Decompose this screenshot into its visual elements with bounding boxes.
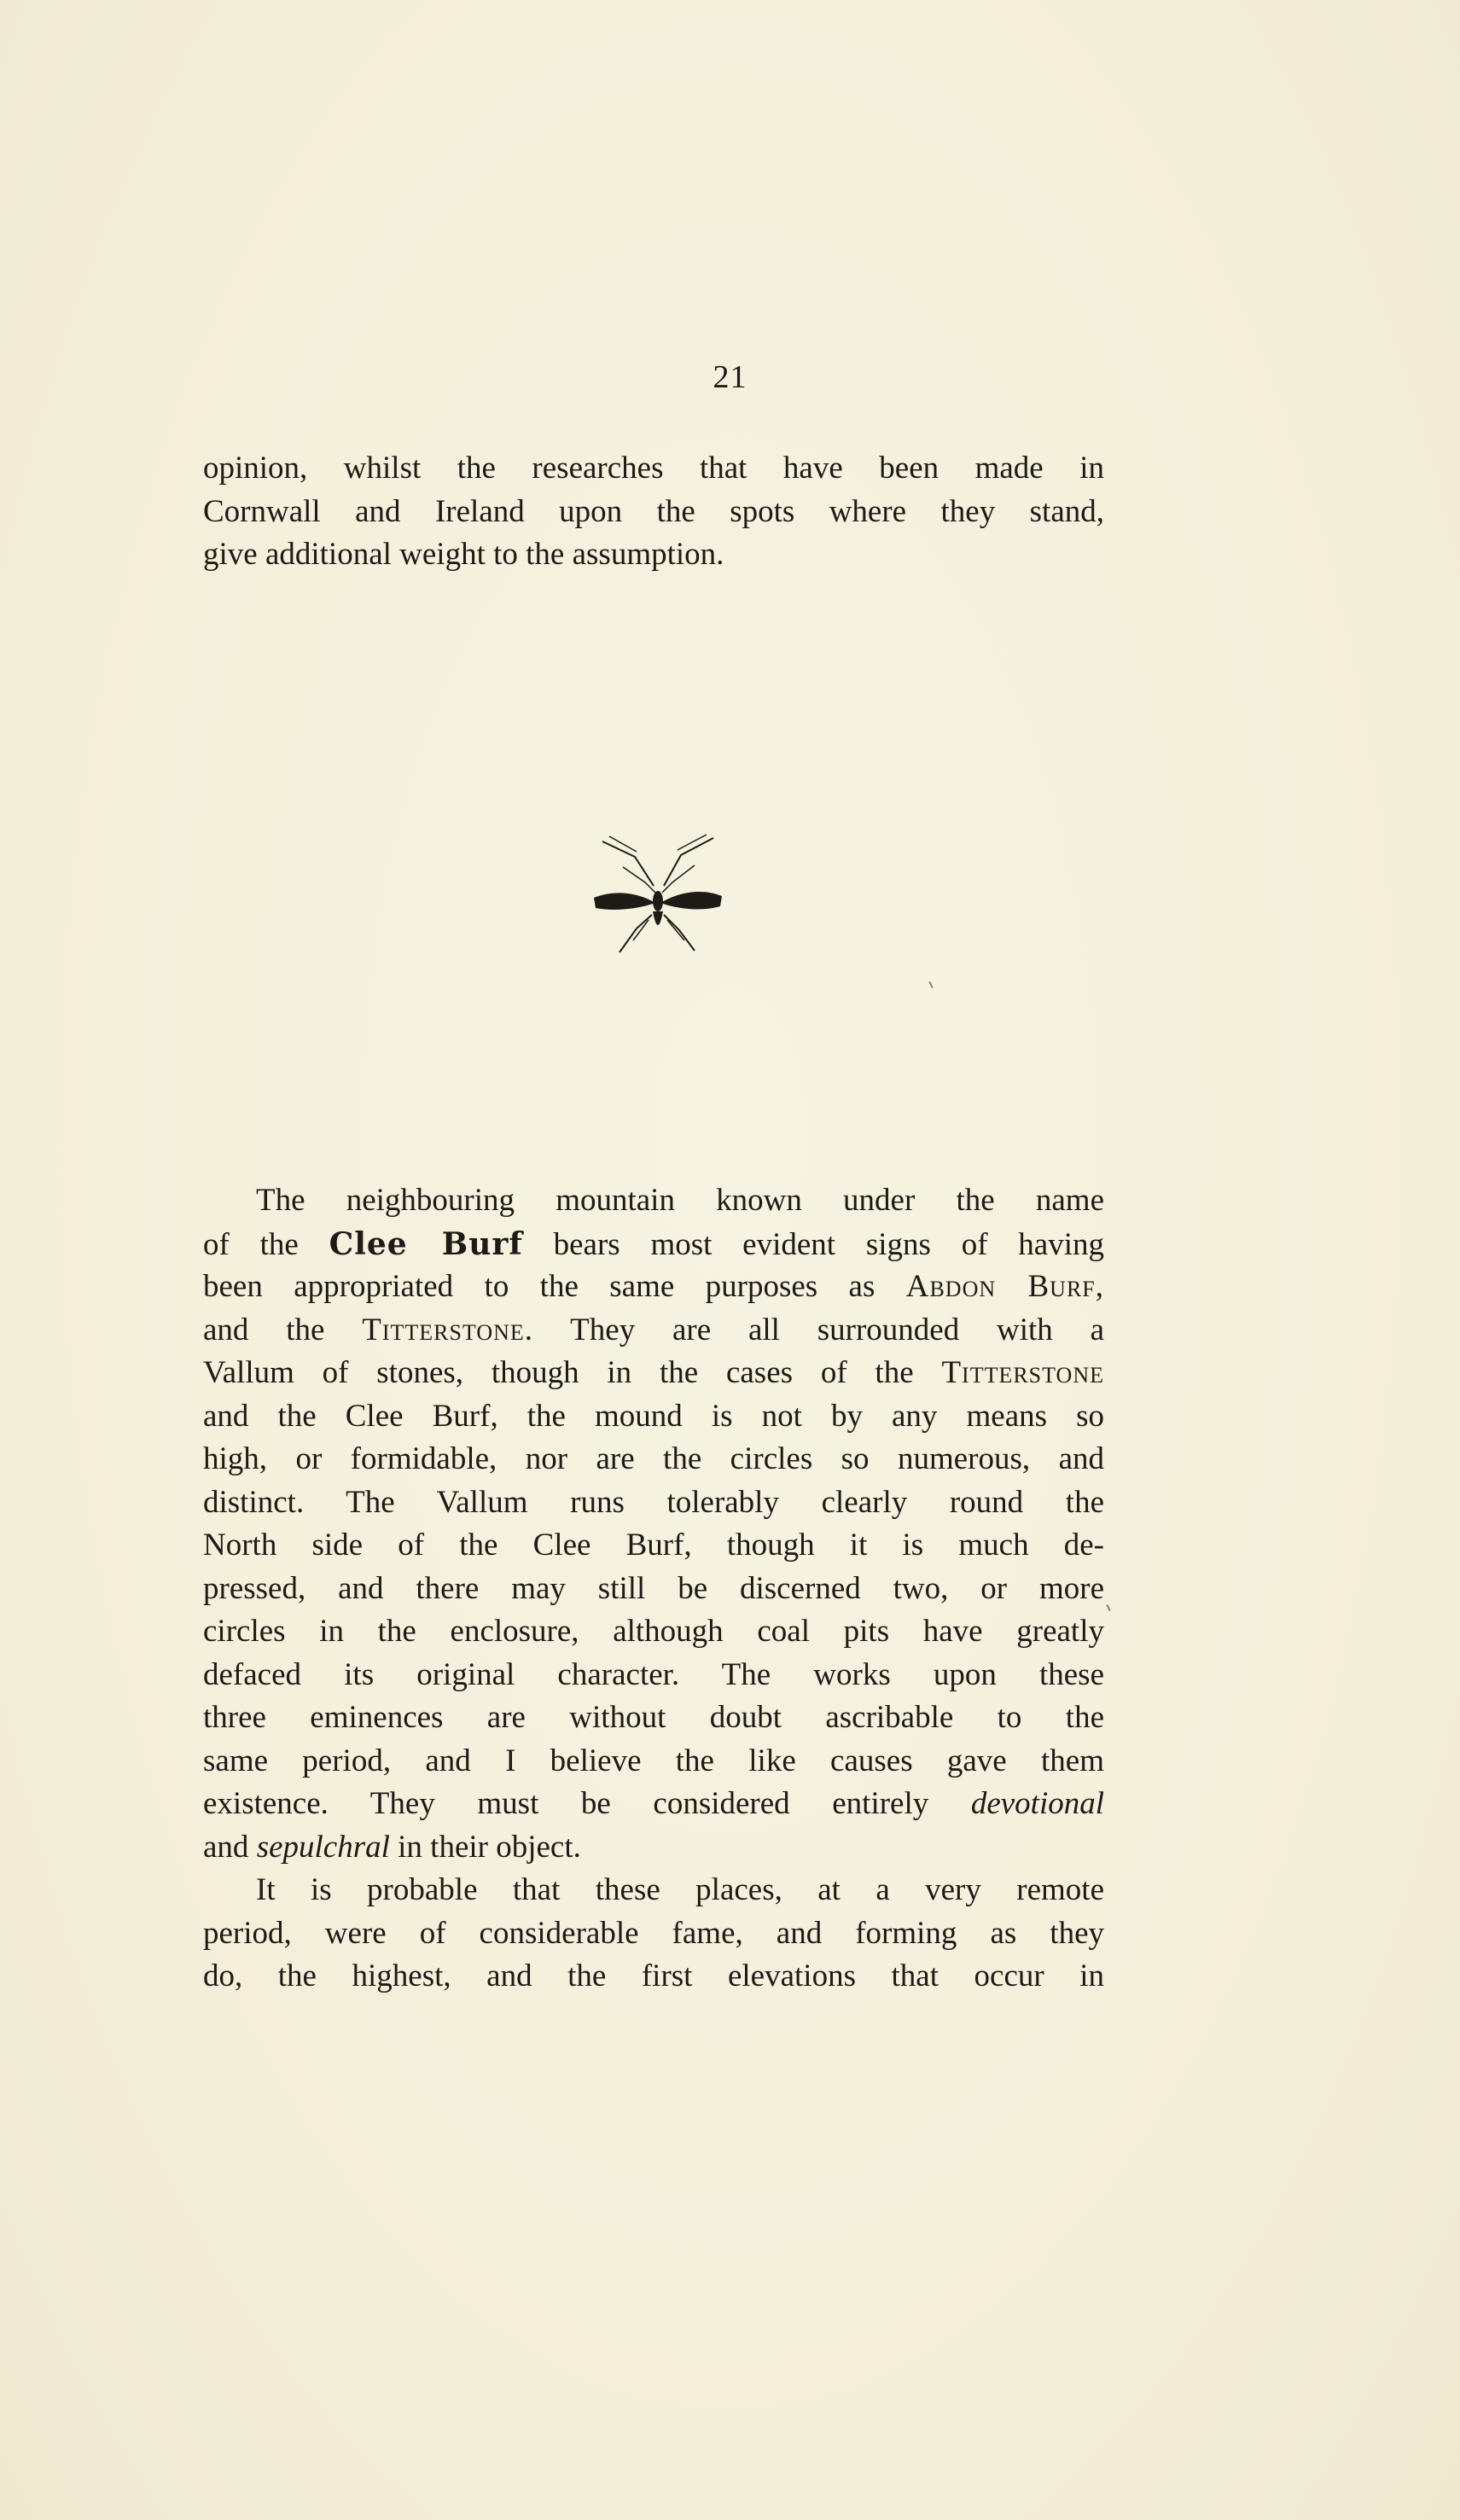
text-line: and the Clee Burf, the mound is not by any means so: [203, 1398, 1104, 1434]
text-line: [203, 1826, 1104, 1870]
italic-word: sepulchral: [256, 1829, 390, 1865]
text-run: existence. They must be considered entirely: [203, 1786, 929, 1821]
blackletter-name: Clee Burf: [329, 1225, 523, 1262]
text-line: [203, 1223, 1104, 1266]
text-line: It is probable that these places, at a very remote: [256, 1872, 1104, 1907]
text-line: distinct. The Vallum runs tolerably clearly round the: [203, 1484, 1104, 1520]
paper-speck: [1106, 1604, 1110, 1611]
text-line: defaced its original character. The works upon these: [203, 1656, 1104, 1692]
text-line: [203, 1352, 1104, 1395]
text-line: do, the highest, and the first elevations that occur in: [203, 1958, 1104, 1993]
text-line: same period, and I believe the like causes gave them: [203, 1743, 1104, 1778]
text-line: high, or formidable, nor are the circles so numerous, and: [203, 1441, 1104, 1476]
italic-word: devotional: [970, 1786, 1105, 1821]
text-line: The neighbouring mountain known under the name: [256, 1183, 1104, 1218]
text-run: bears most evident signs of having: [553, 1226, 1105, 1262]
text-run: of the: [203, 1226, 299, 1262]
text-line: North side of the Clee Burf, though it is much de-: [203, 1528, 1104, 1563]
opening-paragraph: [203, 447, 1104, 577]
insect-ornament-icon: [585, 833, 730, 986]
text-run: been appropriated to the same purposes as: [203, 1269, 875, 1304]
text-line: [203, 1309, 1104, 1353]
text-run: and: [203, 1829, 249, 1865]
text-run: in their object.: [398, 1829, 581, 1865]
text-line: opinion, whilst the researches that have been made in: [203, 451, 1104, 486]
text-run: Vallum of stones, though in the cases of the: [203, 1355, 914, 1390]
text-run: They are all surrounded with a: [570, 1312, 1104, 1347]
paper-speck: [928, 981, 933, 988]
small-caps-name: Titterstone: [941, 1355, 1104, 1390]
text-line: period, were of considerable fame, and forming as they: [203, 1915, 1104, 1951]
text-line: [203, 1783, 1104, 1826]
page-number: 21: [713, 359, 747, 395]
text-line: give additional weight to the assumption.: [203, 537, 724, 572]
text-line: three eminences are without doubt ascribable to the: [203, 1700, 1104, 1735]
text-run: and the: [203, 1312, 325, 1347]
small-caps-name: Titterstone.: [362, 1312, 534, 1347]
text-line: pressed, and there may still be discerned two, or more: [203, 1570, 1104, 1606]
text-line: Cornwall and Ireland upon the spots where they stand,: [203, 493, 1104, 529]
small-caps-name: Abdon Burf,: [905, 1269, 1105, 1304]
text-line: circles in the enclosure, although coal pits have greatly: [203, 1614, 1104, 1649]
text-line: [203, 1266, 1104, 1309]
main-paragraph: [203, 1179, 1104, 1999]
